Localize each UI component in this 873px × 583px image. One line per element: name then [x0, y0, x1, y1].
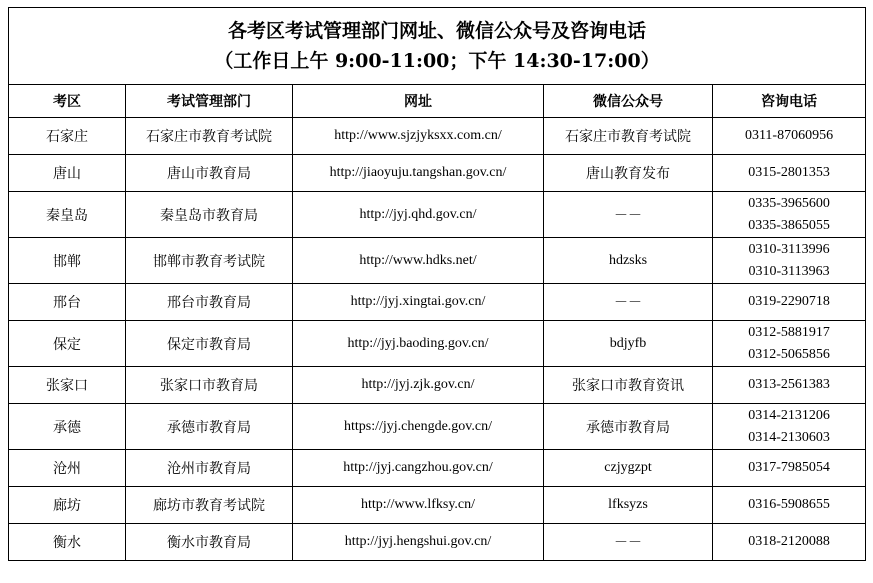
url-cell: http://jyj.cangzhou.gov.cn/ — [293, 450, 544, 487]
phone-number: 0318-2120088 — [748, 534, 830, 549]
wechat-cell: 石家庄市教育考试院 — [544, 118, 713, 155]
contact-table — [8, 7, 866, 561]
dept-cell: 邯郸市教育考试院 — [126, 238, 293, 284]
dept-cell: 沧州市教育局 — [126, 450, 293, 487]
wechat-cell: lfksyzs — [544, 487, 713, 524]
wechat-cell: czjygzpt — [544, 450, 713, 487]
table-row — [9, 450, 866, 487]
header-dept: 考试管理部门 — [126, 85, 293, 118]
area-cell: 唐山 — [9, 155, 126, 192]
phone-cell — [713, 404, 866, 450]
dept-cell: 衡水市教育局 — [126, 524, 293, 561]
area-cell: 廊坊 — [9, 487, 126, 524]
header-url: 网址 — [293, 85, 544, 118]
phone-number: 0316-5908655 — [748, 497, 830, 512]
table-row — [9, 192, 866, 238]
dept-cell: 邢台市教育局 — [126, 284, 293, 321]
dept-cell: 唐山市教育局 — [126, 155, 293, 192]
phone-cell — [713, 192, 866, 238]
phone-number: 0312-5065856 — [748, 346, 830, 362]
wechat-cell: －－ — [544, 524, 713, 561]
table-row — [9, 155, 866, 192]
url-cell: http://jyj.zjk.gov.cn/ — [293, 367, 544, 404]
wechat-cell: bdjyfb — [544, 321, 713, 367]
dept-cell: 廊坊市教育考试院 — [126, 487, 293, 524]
url-cell: https://jyj.chengde.gov.cn/ — [293, 404, 544, 450]
url-cell: http://jyj.xingtai.gov.cn/ — [293, 284, 544, 321]
header-row — [9, 85, 866, 118]
table-row — [9, 404, 866, 450]
area-cell: 承德 — [9, 404, 126, 450]
wechat-cell: 张家口市教育资讯 — [544, 367, 713, 404]
area-cell: 张家口 — [9, 367, 126, 404]
table-row — [9, 284, 866, 321]
title-row — [9, 8, 866, 85]
title-line-1: 各考区考试管理部门网址、微信公众号及咨询电话 — [228, 20, 647, 42]
table-row — [9, 487, 866, 524]
table-row — [9, 524, 866, 561]
url-cell: http://www.hdks.net/ — [293, 238, 544, 284]
table-title — [9, 8, 866, 85]
phone-cell — [713, 321, 866, 367]
title-line-2: （工作日上午 9:00-11:00；下午 14:30-17:00） — [214, 50, 660, 72]
area-cell: 衡水 — [9, 524, 126, 561]
url-cell: http://jyj.hengshui.gov.cn/ — [293, 524, 544, 561]
contact-table-container — [8, 7, 865, 561]
phone-number: 0315-2801353 — [748, 165, 830, 180]
area-cell: 邯郸 — [9, 238, 126, 284]
wechat-cell: 承德市教育局 — [544, 404, 713, 450]
phone-number: 0335-3865055 — [748, 217, 830, 233]
phone-cell — [713, 155, 866, 192]
wechat-cell: hdzsks — [544, 238, 713, 284]
url-cell: http://www.lfksy.cn/ — [293, 487, 544, 524]
table-row — [9, 321, 866, 367]
header-phone: 咨询电话 — [713, 85, 866, 118]
phone-number: 0312-5881917 — [748, 324, 830, 340]
url-cell: http://jyj.baoding.gov.cn/ — [293, 321, 544, 367]
phone-number: 0311-87060956 — [744, 128, 834, 143]
area-cell: 沧州 — [9, 450, 126, 487]
phone-cell — [713, 487, 866, 524]
phone-number: 0313-2561383 — [748, 377, 830, 392]
phone-cell — [713, 238, 866, 284]
header-wechat: 微信公众号 — [544, 85, 713, 118]
wechat-cell: －－ — [544, 284, 713, 321]
phone-cell — [713, 524, 866, 561]
dept-cell: 秦皇岛市教育局 — [126, 192, 293, 238]
url-cell: http://jiaoyuju.tangshan.gov.cn/ — [293, 155, 544, 192]
phone-number: 0319-2290718 — [748, 294, 830, 309]
wechat-cell: －－ — [544, 192, 713, 238]
table-body — [9, 8, 866, 561]
header-area: 考区 — [9, 85, 126, 118]
dept-cell: 保定市教育局 — [126, 321, 293, 367]
phone-cell — [713, 118, 866, 155]
url-cell: http://jyj.qhd.gov.cn/ — [293, 192, 544, 238]
area-cell: 石家庄 — [9, 118, 126, 155]
phone-number: 0314-2131206 — [748, 407, 830, 423]
url-cell: http://www.sjzjyksxx.com.cn/ — [293, 118, 544, 155]
dept-cell: 石家庄市教育考试院 — [126, 118, 293, 155]
dept-cell: 张家口市教育局 — [126, 367, 293, 404]
table-row — [9, 238, 866, 284]
phone-number: 0317-7985054 — [748, 460, 830, 475]
dept-cell: 承德市教育局 — [126, 404, 293, 450]
phone-number: 0310-3113963 — [748, 263, 830, 279]
table-row — [9, 118, 866, 155]
table-row — [9, 367, 866, 404]
wechat-cell: 唐山教育发布 — [544, 155, 713, 192]
area-cell: 秦皇岛 — [9, 192, 126, 238]
phone-number: 0310-3113996 — [748, 241, 830, 257]
phone-cell — [713, 450, 866, 487]
area-cell: 邢台 — [9, 284, 126, 321]
phone-number: 0335-3965600 — [748, 195, 830, 211]
phone-number: 0314-2130603 — [748, 429, 830, 445]
phone-cell — [713, 284, 866, 321]
area-cell: 保定 — [9, 321, 126, 367]
phone-cell — [713, 367, 866, 404]
